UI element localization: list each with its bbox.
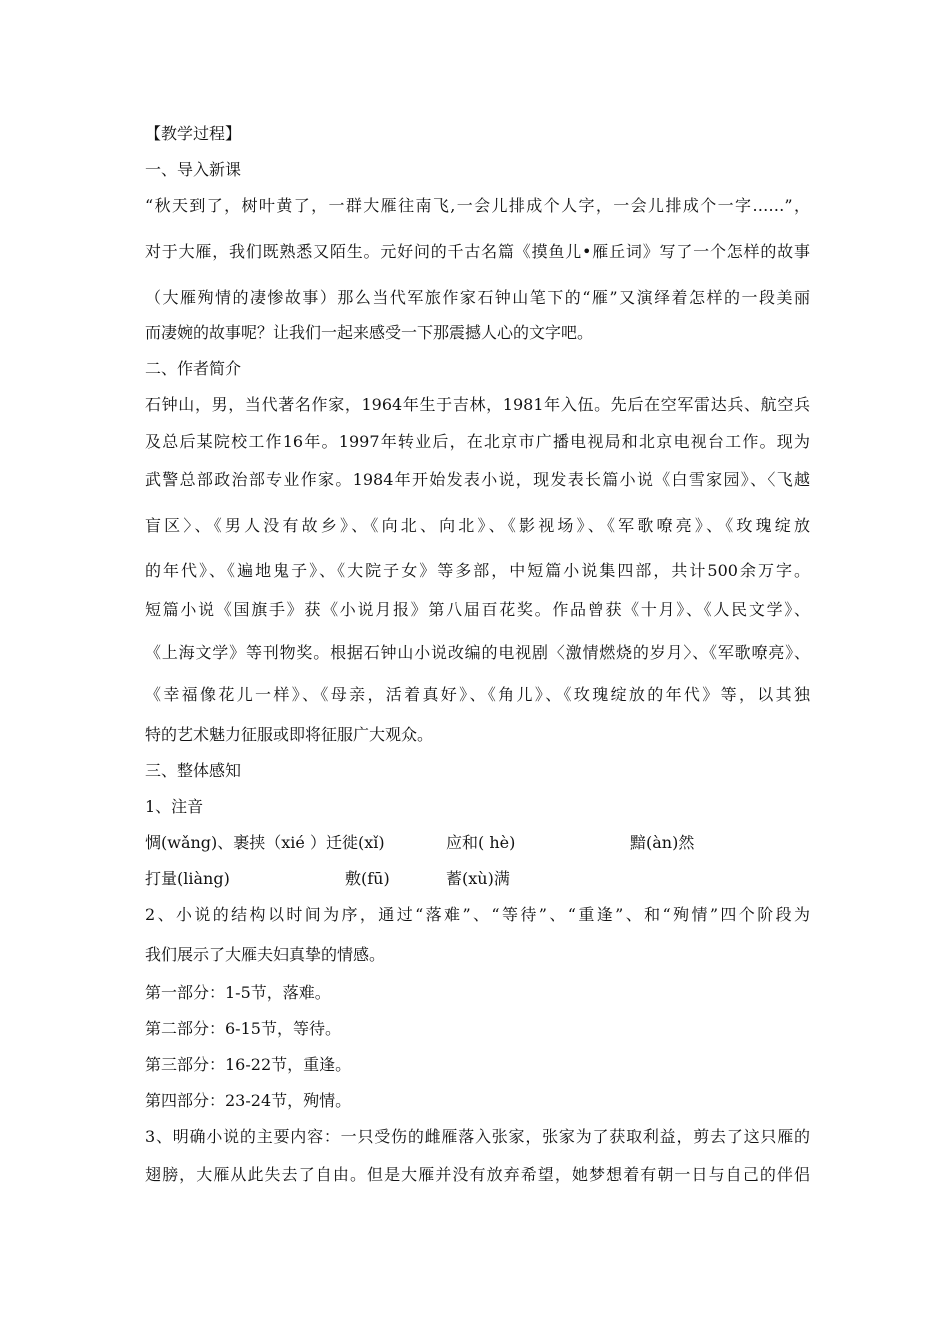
heading-author: 二、作者简介 xyxy=(145,359,242,378)
author-line-4: 盲区〉、《男人没有故乡》、《向北、向北》、《影视场》、《军歌嘹亮》、《玫瑰绽放 xyxy=(145,516,810,535)
intro-line-4: 而凄婉的故事呢？让我们一起来感受一下那震撼人心的文字吧。 xyxy=(145,323,594,342)
author-line-3: 武警总部政治部专业作家。1984年开始发表小说，现发表长篇小说《白雪家园》、〈飞越 xyxy=(145,470,810,489)
pinyin-row2-item2: 敷(fū) xyxy=(345,869,390,888)
content-line-2: 翅膀，大雁从此失去了自由。但是大雁并没有放弃希望，她梦想着有朝一日与自己的伴侣 xyxy=(145,1165,810,1184)
heading-overall: 三、整体感知 xyxy=(145,761,242,780)
part-one: 第一部分：1-5节，落难。 xyxy=(145,983,331,1002)
pinyin-row1-item3: 黯(àn)然 xyxy=(630,833,695,852)
intro-line-2: 对于大雁，我们既熟悉又陌生。元好问的千古名篇《摸鱼儿•雁丘词》写了一个怎样的故事 xyxy=(145,242,810,261)
pinyin-row1-item1: 惆(wǎng)、裹挟（xié ）迁徙(xǐ) xyxy=(145,833,385,852)
structure-line-1: 2、小说的结构以时间为序，通过“落难”、“等待”、“重逢”、和“殉情”四个阶段为 xyxy=(145,905,810,924)
author-line-5: 的年代》、《遍地鬼子》、《大院子女》等多部，中短篇小说集四部，共计500余万字。 xyxy=(145,561,810,580)
intro-line-3: （大雁殉情的凄惨故事）那么当代军旅作家石钟山笔下的“雁”又演绎着怎样的一段美丽 xyxy=(145,288,810,307)
author-line-7: 《上海文学》等刊物奖。根据石钟山小说改编的电视剧〈激情燃烧的岁月〉、《军歌嘹亮》、 xyxy=(145,643,810,662)
author-line-9: 特的艺术魅力征服或即将征服广大观众。 xyxy=(145,725,434,744)
structure-line-2: 我们展示了大雁夫妇真挚的情感。 xyxy=(145,945,386,964)
intro-line-1: “秋天到了，树叶黄了，一群大雁往南飞,一会儿排成个人字，一会儿排成个一字……”， xyxy=(145,196,810,215)
part-two: 第二部分：6-15节，等待。 xyxy=(145,1019,341,1038)
pinyin-row2-item3: 蓄(xù)满 xyxy=(446,869,510,888)
part-three: 第三部分：16-22节，重逢。 xyxy=(145,1055,352,1074)
heading-introduction: 一、导入新课 xyxy=(145,160,242,179)
pinyin-row1-item2: 应和( hè) xyxy=(446,833,516,852)
content-line-1: 3、明确小说的主要内容：一只受伤的雌雁落入张家，张家为了获取利益，剪去了这只雁的 xyxy=(145,1127,810,1146)
author-line-1: 石钟山，男，当代著名作家，1964年生于吉林，1981年入伍。先后在空军雷达兵、航空兵 xyxy=(145,395,810,414)
part-four: 第四部分：23-24节，殉情。 xyxy=(145,1091,352,1110)
author-line-6: 短篇小说《国旗手》获《小说月报》第八届百花奖。作品曾获《十月》、《人民文学》、 xyxy=(145,600,810,619)
author-line-8: 《幸福像花儿一样》、《母亲，活着真好》、《角儿》、《玫瑰绽放的年代》等，以其独 xyxy=(145,685,810,704)
subheading-pronunciation: 1、注音 xyxy=(145,797,204,816)
section-title: 【教学过程】 xyxy=(145,124,242,143)
pinyin-row2-item1: 打量(liàng) xyxy=(145,869,230,888)
author-line-2: 及总后某院校工作16年。1997年转业后，在北京市广播电视局和北京电视台工作。现为 xyxy=(145,432,810,451)
